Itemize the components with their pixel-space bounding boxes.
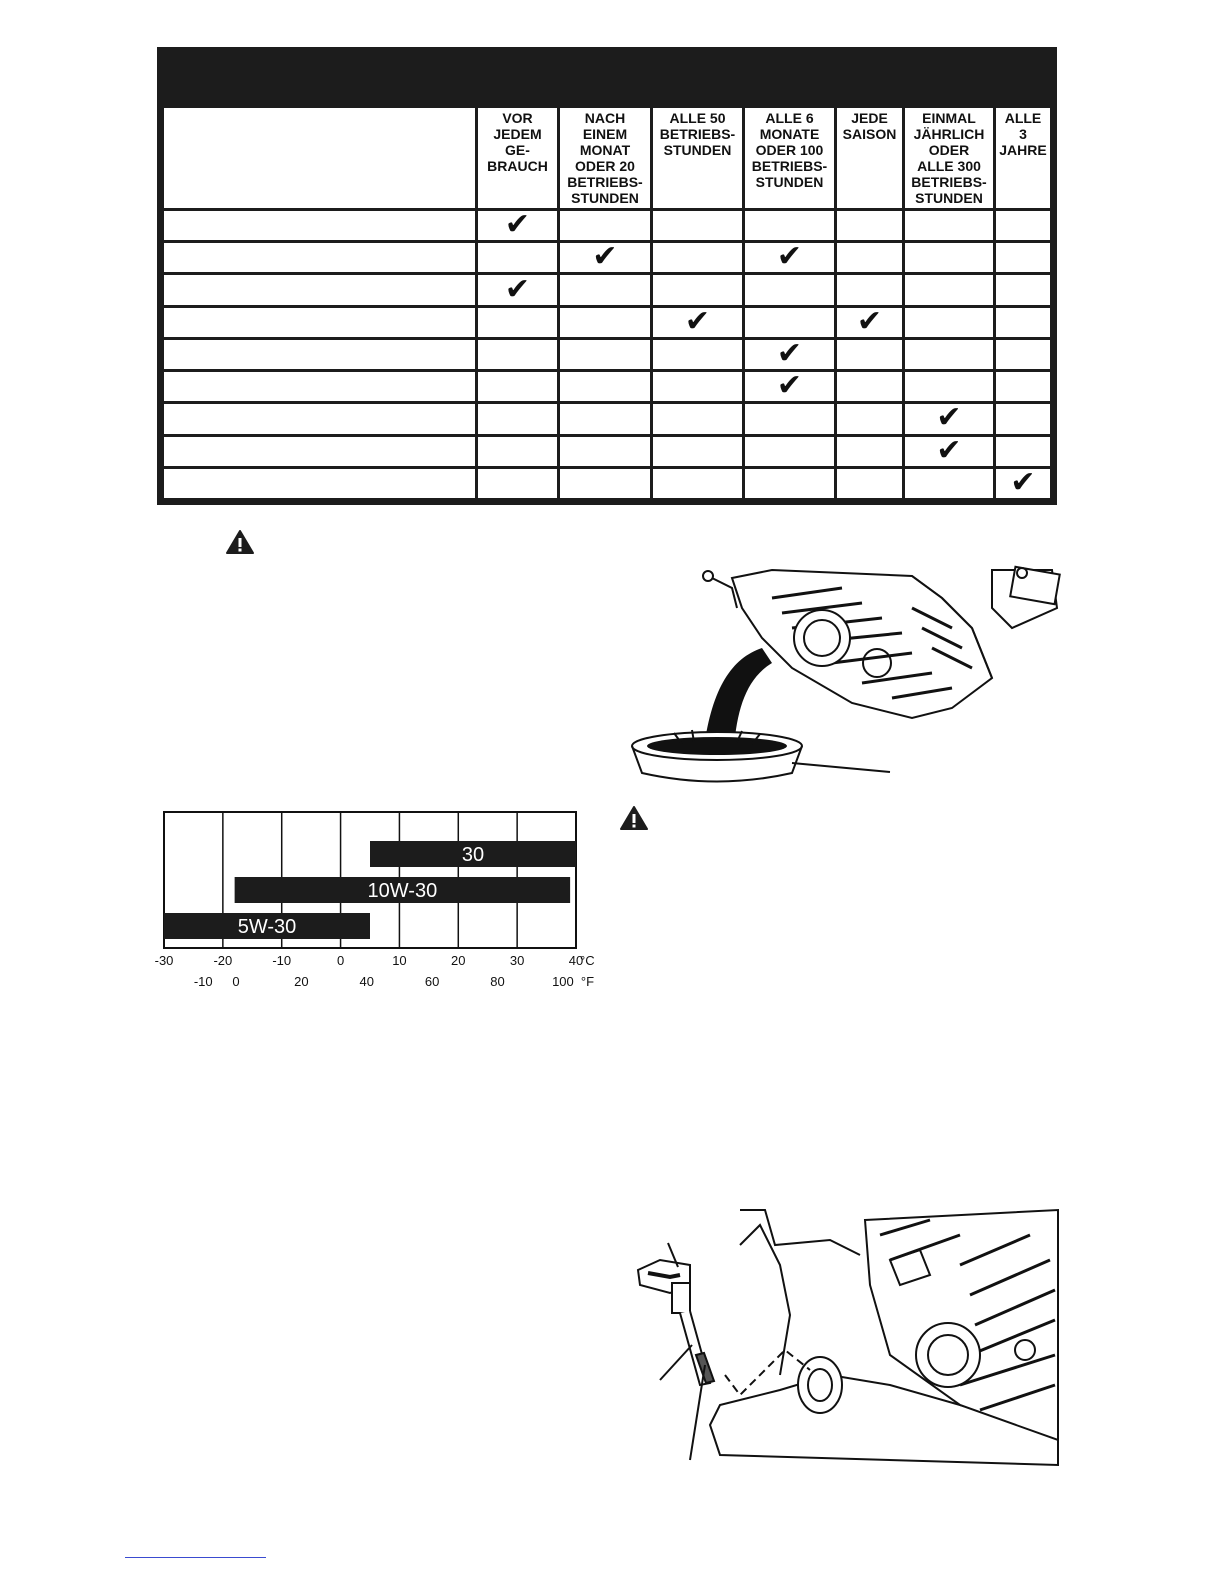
schedule-cell: [744, 274, 836, 306]
bar-label: 10W-30: [367, 880, 438, 902]
schedule-cell: [477, 403, 559, 435]
schedule-cell: [477, 242, 559, 274]
fahrenheit-tick-label: 60: [424, 974, 440, 989]
schedule-cell: [559, 239, 652, 275]
schedule-cell: [904, 338, 995, 370]
fahrenheit-tick-label: 0: [232, 974, 240, 989]
table-row: [163, 274, 1052, 306]
schedule-cell: [995, 242, 1052, 274]
celsius-tick-label: 10: [392, 953, 407, 968]
fahrenheit-tick-label: 40: [359, 974, 374, 989]
schedule-cell: [904, 432, 995, 468]
schedule-cell: [652, 303, 744, 339]
schedule-cell: [995, 464, 1052, 500]
column-header: ALLE 6 MONATE ODER 100 BETRIEBS- STUNDEN: [744, 107, 836, 210]
schedule-cell: [995, 306, 1052, 338]
fahrenheit-tick-label: 20: [294, 974, 309, 989]
schedule-cell: [559, 371, 652, 403]
schedule-cell: [652, 467, 744, 499]
schedule-cell: [995, 210, 1052, 242]
schedule-cell: [559, 306, 652, 338]
column-header: JEDE SAISON: [836, 107, 904, 210]
schedule-cell: [652, 435, 744, 467]
checkmark-icon: ✔: [684, 303, 711, 339]
schedule-cell: [652, 371, 744, 403]
schedule-cell: [836, 210, 904, 242]
schedule-cell: [559, 210, 652, 242]
schedule-cell: [995, 435, 1052, 467]
schedule-cell: [477, 306, 559, 338]
celsius-tick-label: 0: [336, 953, 345, 968]
schedule-cell: [559, 338, 652, 370]
fahrenheit-tick-label: 80: [490, 974, 505, 989]
schedule-cell: [744, 435, 836, 467]
schedule-cell: [904, 371, 995, 403]
celsius-tick-label: 40: [568, 953, 584, 968]
schedule-cell: [836, 467, 904, 499]
schedule-cell: [904, 274, 995, 306]
schedule-cell: [744, 335, 836, 371]
task-cell: [163, 210, 477, 242]
fahrenheit-tick-label: -10: [193, 974, 213, 989]
schedule-cell: [477, 207, 559, 243]
table-row: [163, 338, 1052, 370]
table-row: [163, 403, 1052, 435]
table-row: [163, 210, 1052, 242]
fahrenheit-tick-label: 100: [552, 974, 574, 989]
schedule-cell: [836, 274, 904, 306]
checkmark-icon: ✔: [856, 303, 883, 339]
celsius-tick-label: -30: [154, 953, 174, 968]
checkmark-icon: ✔: [504, 207, 531, 243]
schedule-cell: [836, 242, 904, 274]
schedule-cell: [559, 274, 652, 306]
schedule-cell: [744, 368, 836, 404]
task-cell: [163, 242, 477, 274]
schedule-cell: [477, 467, 559, 499]
schedule-cell: [652, 274, 744, 306]
schedule-cell: [744, 210, 836, 242]
schedule-cell: [477, 435, 559, 467]
bar-label: 30: [461, 844, 485, 866]
celsius-tick-label: 20: [451, 953, 466, 968]
warning-triangle-icon: [620, 806, 648, 830]
schedule-cell: [904, 242, 995, 274]
schedule-cell: [836, 403, 904, 435]
table-header-row: [163, 107, 1052, 210]
column-header: VOR JEDEM GE- BRAUCH: [477, 107, 559, 210]
schedule-cell: [652, 210, 744, 242]
schedule-cell: [744, 467, 836, 499]
schedule-cell: [904, 400, 995, 436]
checkmark-icon: ✔: [936, 432, 962, 468]
checkmark-icon: ✔: [776, 239, 803, 275]
schedule-cell: [904, 210, 995, 242]
task-cell: [163, 435, 477, 467]
schedule-cell: [995, 338, 1052, 370]
column-header: ALLE 50 BETRIEBS- STUNDEN: [652, 107, 744, 210]
schedule-cell: [477, 371, 559, 403]
celsius-tick-label: 30: [509, 953, 525, 968]
dipstick-illustration: [630, 1205, 1060, 1465]
task-cell: [163, 371, 477, 403]
checkmark-icon: ✔: [936, 400, 962, 436]
oil-drain-illustration: [612, 568, 1062, 788]
table-row: [163, 371, 1052, 403]
task-cell: [163, 306, 477, 338]
task-cell: [163, 403, 477, 435]
column-header: NACH EINEM MONAT ODER 20 BETRIEBS- STUNDEN: [559, 107, 652, 210]
task-cell: [163, 467, 477, 499]
checkmark-icon: ✔: [1010, 464, 1036, 500]
task-cell: [163, 274, 477, 306]
table-row: [163, 435, 1052, 467]
schedule-cell: [995, 371, 1052, 403]
schedule-cell: [559, 467, 652, 499]
schedule-cell: [904, 467, 995, 499]
schedule-cell: [995, 274, 1052, 306]
schedule-cell: [744, 403, 836, 435]
task-cell: [163, 338, 477, 370]
celsius-unit: °C: [580, 953, 595, 968]
checkmark-icon: ✔: [776, 368, 803, 404]
schedule-cell: [744, 239, 836, 275]
maintenance-table-rows: [163, 207, 1052, 500]
warning-triangle-icon: [226, 530, 254, 554]
schedule-cell: [477, 338, 559, 370]
schedule-cell: [559, 403, 652, 435]
task-column-header: [163, 107, 477, 210]
table-row: [163, 242, 1052, 274]
table-row: [163, 306, 1052, 338]
maintenance-grid: [161, 105, 1053, 501]
schedule-cell: [995, 403, 1052, 435]
schedule-cell: [836, 338, 904, 370]
schedule-cell: [836, 435, 904, 467]
column-header: EINMAL JÄHRLICH ODER ALLE 300 BETRIEBS- STUNDEN: [904, 107, 995, 210]
bar-label: 5W-30: [237, 916, 297, 938]
oil-viscosity-chart: [154, 808, 598, 993]
schedule-cell: [559, 435, 652, 467]
table-row: [163, 467, 1052, 499]
schedule-cell: [836, 371, 904, 403]
checkmark-icon: ✔: [776, 335, 803, 371]
schedule-cell: [836, 303, 904, 339]
schedule-cell: [652, 403, 744, 435]
schedule-cell: [652, 338, 744, 370]
schedule-cell: [477, 271, 559, 307]
celsius-tick-label: -10: [272, 953, 292, 968]
schedule-cell: [652, 242, 744, 274]
footer-rule: [125, 1557, 266, 1558]
checkmark-icon: ✔: [504, 271, 531, 307]
maintenance-schedule-table: [157, 47, 1057, 505]
checkmark-icon: ✔: [592, 239, 618, 275]
schedule-cell: [904, 306, 995, 338]
celsius-tick-label: -20: [213, 953, 233, 968]
schedule-cell: [744, 306, 836, 338]
fahrenheit-unit: °F: [580, 974, 595, 989]
maintenance-table-body: [161, 105, 1053, 501]
column-header: ALLE 3 JAHRE: [995, 107, 1052, 210]
